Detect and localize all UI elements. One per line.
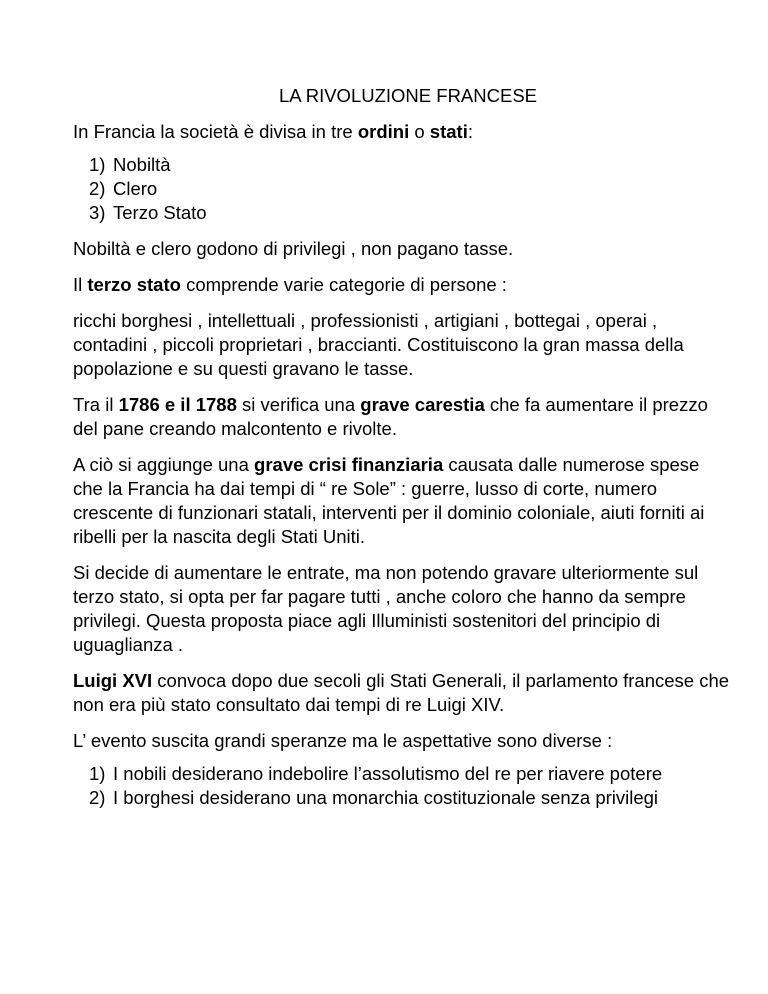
text-run: comprende varie categorie di persone :: [180, 274, 507, 295]
paragraph-evento: L’ evento suscita grandi speranze ma le aspettative sono diverse :: [73, 730, 613, 751]
list-item-text: Nobiltà: [113, 154, 171, 175]
text-run: Il: [73, 274, 88, 295]
paragraph-luigi: [73, 669, 733, 717]
list-number: 2): [89, 787, 106, 808]
list-number: 3): [89, 202, 106, 223]
paragraph-carestia: [73, 393, 733, 441]
paragraph-categorie: ricchi borghesi , intellettuali , professionisti , artigiani , bottegai , operai , contadini , piccoli proprietari , braccianti. Costituiscono la gran massa della popolazione e su questi gravano le tasse.: [73, 310, 684, 379]
aspettative-list: [73, 762, 733, 810]
list-item: [73, 153, 733, 177]
paragraph-entrate: Si decide di aumentare le entrate, ma non potendo gravare ulteriormente sul terzo stato, si opta per far pagare tutti , anche coloro che hanno da sempre privilegi. Questa proposta piace agli Illuministi sostenitori del principio di uguaglianza .: [73, 562, 699, 655]
list-item-text: I borghesi desiderano una monarchia costituzionale senza privilegi: [113, 787, 659, 808]
document-title: LA RIVOLUZIONE FRANCESE: [278, 85, 538, 106]
text-run: causata dalle numerose spese che la Francia ha dai tempi di “ re Sole” : guerre, lusso di corte, numero crescente di funzionari statali, interventi per il dominio coloniale, aiuti forniti ai ribelli per la nascita degli Stati Uniti.: [73, 454, 705, 547]
list-item: [73, 762, 733, 786]
list-item-text: Clero: [113, 178, 158, 199]
bold-term-ordini: ordini: [357, 121, 410, 142]
paragraph-crisi: [73, 453, 733, 549]
text-run: che fa aumentare il prezzo del pane creando malcontento e rivolte.: [73, 394, 708, 439]
list-item: [73, 177, 733, 201]
list-number: 2): [89, 178, 106, 199]
bold-term-stati: stati: [429, 121, 468, 142]
text-run: Tra il: [73, 394, 119, 415]
list-item-text: I nobili desiderano indebolire l’assolutismo del re per riavere potere: [113, 763, 663, 784]
text-run: In Francia la società è divisa in tre: [73, 121, 358, 142]
bold-term-carestia: grave carestia: [360, 394, 485, 415]
bold-term-terzo-stato: terzo stato: [87, 274, 181, 295]
list-item-text: Terzo Stato: [113, 202, 207, 223]
bold-term-luigi: Luigi XVI: [73, 670, 153, 691]
text-run: o: [409, 121, 430, 142]
bold-term-crisi: grave crisi finanziaria: [254, 454, 444, 475]
text-run: A ciò si aggiunge una: [73, 454, 255, 475]
bold-term-anni: 1786 e il 1788: [118, 394, 237, 415]
text-run: :: [467, 121, 473, 142]
paragraph-ordini: [73, 120, 733, 144]
text-run: convoca dopo due secoli gli Stati Generali, il parlamento francese che non era più stato consultato dai tempi di re Luigi XIV.: [73, 670, 730, 715]
text-run: si verifica una: [236, 394, 361, 415]
paragraph-privilegi: Nobiltà e clero godono di privilegi , non pagano tasse.: [73, 238, 514, 259]
list-item: [73, 786, 733, 810]
paragraph-terzo-stato: [73, 273, 733, 297]
document-body: [73, 84, 733, 822]
ordini-list: [73, 153, 733, 225]
list-item: [73, 201, 733, 225]
list-number: 1): [89, 154, 106, 175]
list-number: 1): [89, 763, 106, 784]
